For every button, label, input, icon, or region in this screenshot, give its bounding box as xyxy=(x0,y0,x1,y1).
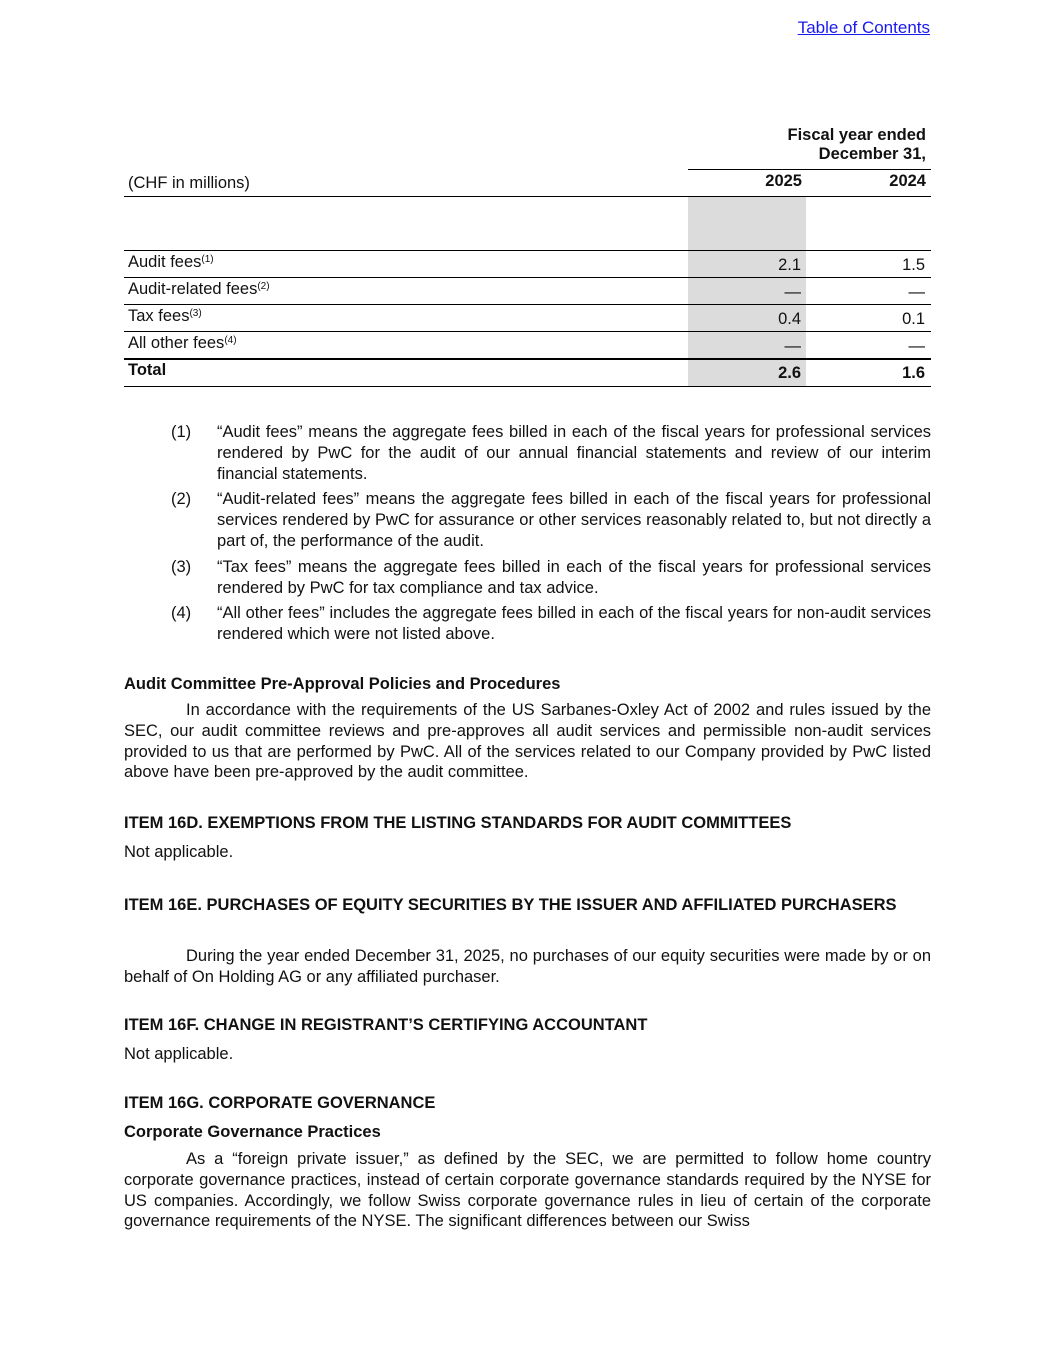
item-16f-heading: ITEM 16F. CHANGE IN REGISTRANT’S CERTIFYING ACCOUNTANT xyxy=(124,1016,648,1034)
cell-audit-fees-2025: 2.1 xyxy=(778,256,801,274)
cell-tax-fees-2024: 0.1 xyxy=(902,310,925,328)
preapproval-heading: Audit Committee Pre-Approval Policies and Procedures xyxy=(124,675,561,693)
row-label-audit-fees: Audit fees$^{(1)}$ xyxy=(128,253,214,271)
corporate-governance-practices-heading: Corporate Governance Practices xyxy=(124,1123,381,1141)
table-of-contents-link[interactable]: Table of Contents xyxy=(797,18,930,37)
cell-tax-fees-2025: 0.4 xyxy=(778,310,801,328)
table-rule xyxy=(124,277,931,278)
cell-all-other-fees-2025: — xyxy=(784,337,801,355)
footnotes xyxy=(171,422,931,650)
fees-table xyxy=(124,124,931,388)
item-16e-paragraph: During the year ended December 31, 2025, no purchases of our equity securities were made by or on behalf of On Holding AG or any affiliated purchaser. xyxy=(124,947,931,986)
row-label-all-other-fees: All other fees$^{(4)}$ xyxy=(128,334,237,352)
item-16g-heading: ITEM 16G. CORPORATE GOVERNANCE xyxy=(124,1094,436,1112)
cell-all-other-fees-2024: — xyxy=(908,337,925,355)
table-rule xyxy=(124,196,931,197)
item-16f-text: Not applicable. xyxy=(124,1045,234,1063)
item-16d-heading: ITEM 16D. EXEMPTIONS FROM THE LISTING STANDARDS FOR AUDIT COMMITTEES xyxy=(124,814,792,832)
column-header-2025: 2025 xyxy=(765,172,802,190)
cell-audit-related-fees-2024: — xyxy=(908,283,925,301)
corporate-governance-paragraph: As a “foreign private issuer,” as defined by the SEC, we are permitted to follow home country corporate governance practices, instead of certain corporate governance standards required by the NYSE for US companies. Accordingly, we follow Swiss corporate governance rules in lieu of certain of the corporate governance requirements of the NYSE. The significant differences between our Swiss xyxy=(124,1150,931,1231)
footnote: (2) “Audit-related fees” means the aggregate fees billed in each of the fiscal years for professional services rendered by PwC for assurance or other services reasonably related to, but not directly a part of, the performance of the audit. xyxy=(171,490,931,550)
row-label-audit-related-fees: Audit-related fees$^{(2)}$ xyxy=(128,280,270,298)
item-16e-heading: ITEM 16E. PURCHASES OF EQUITY SECURITIES BY THE ISSUER AND AFFILIATED PURCHASERS xyxy=(124,896,897,914)
table-rule xyxy=(124,331,931,332)
fiscal-period-header: Fiscal year ended December 31, xyxy=(787,126,926,163)
footnote: (1) “Audit fees” means the aggregate fees billed in each of the fiscal years for professional services rendered by PwC for the audit of our annual financial statements and review of our interim financial statements. xyxy=(171,423,931,483)
footnote: (4) “All other fees” includes the aggregate fees billed in each of the fiscal years for non-audit services rendered which were not listed above. xyxy=(171,604,931,644)
table-rule-total xyxy=(124,358,931,360)
cell-total-2024: 1.6 xyxy=(902,364,925,382)
preapproval-paragraph: In accordance with the requirements of the US Sarbanes-Oxley Act of 2002 and rules issued by the SEC, our audit committee reviews and pre-approves all audit services and permissible non-audit services provided to us that are performed by PwC. All of the services related to our Company provided by PwC listed above have been pre-approved by the audit committee. xyxy=(124,701,931,782)
unit-label: (CHF in millions) xyxy=(128,174,250,192)
row-label-total: Total xyxy=(128,361,167,379)
item-16d-text: Not applicable. xyxy=(124,843,234,861)
row-label-tax-fees: Tax fees$^{(3)}$ xyxy=(128,307,202,325)
table-rule xyxy=(124,250,931,251)
table-rule xyxy=(124,304,931,305)
header-rule xyxy=(688,169,931,170)
column-header-2024: 2024 xyxy=(889,172,926,190)
cell-audit-fees-2024: 1.5 xyxy=(902,256,925,274)
cell-audit-related-fees-2025: — xyxy=(784,283,801,301)
cell-total-2025: 2.6 xyxy=(778,364,801,382)
footnote: (3) “Tax fees” means the aggregate fees billed in each of the fiscal years for professional services rendered by PwC for tax compliance and tax advice. xyxy=(171,557,931,597)
table-rule xyxy=(124,386,931,387)
